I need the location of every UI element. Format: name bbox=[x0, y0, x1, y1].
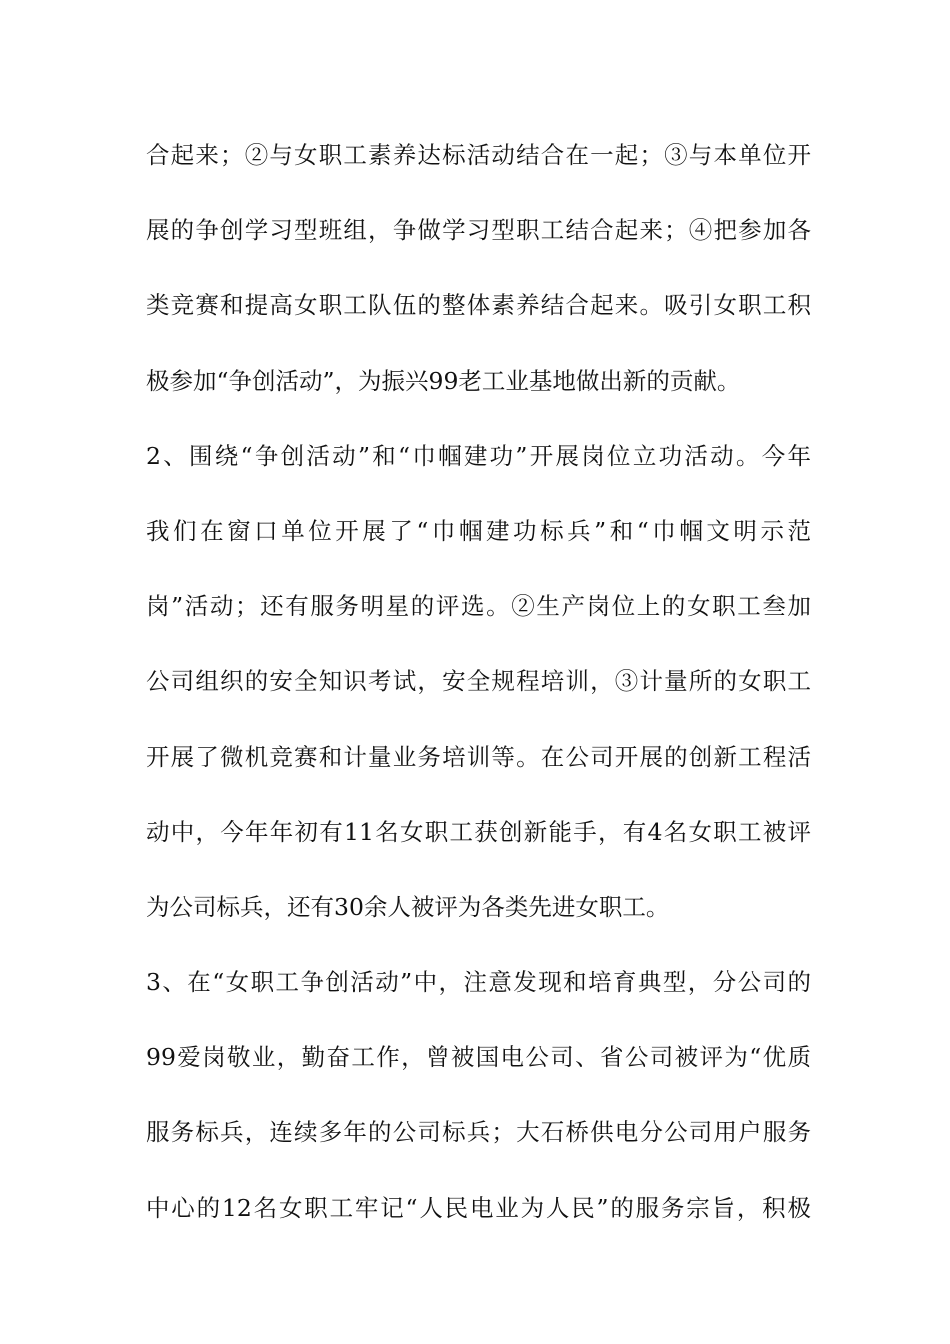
text-line: 岗”活动；还有服务明星的评选。②生产岗位上的女职工叁加 bbox=[146, 592, 811, 621]
text-line: 类竞赛和提高女职工队伍的整体素养结合起来。吸引女职工积 bbox=[146, 291, 811, 320]
text-line: 中心的12名女职工牢记“人民电业为人民”的服务宗旨，积极 bbox=[146, 1193, 811, 1222]
text-line: 99爱岗敬业，勤奋工作，曾被国电公司、省公司被评为“优质 bbox=[146, 1043, 811, 1072]
text-line: 我们在窗口单位开展了“巾帼建功标兵”和“巾帼文明示范 bbox=[146, 516, 811, 545]
text-line: 公司组织的安全知识考试，安全规程培训，③计量所的女职工 bbox=[146, 667, 811, 696]
text-line: 3、在“女职工争创活动”中，注意发现和培育典型，分公司的 bbox=[146, 968, 811, 997]
document-body bbox=[146, 128, 811, 1256]
text-line: 服务标兵，连续多年的公司标兵；大石桥供电分公司用户服务 bbox=[146, 1118, 811, 1147]
text-line: 合起来；②与女职工素养达标活动结合在一起；③与本单位开 bbox=[146, 141, 811, 169]
text-line: 2、围绕“争创活动”和“巾帼建功”开展岗位立功活动。今年 bbox=[146, 441, 811, 470]
text-line: 为公司标兵，还有30余人被评为各类先进女职工。 bbox=[146, 892, 670, 921]
text-line: 动中，今年年初有11名女职工获创新能手，有4名女职工被评 bbox=[146, 817, 811, 846]
text-line: 展的争创学习型班组，争做学习型职工结合起来；④把参加各 bbox=[146, 216, 811, 245]
text-line: 开展了微机竞赛和计量业务培训等。在公司开展的创新工程活 bbox=[146, 742, 811, 771]
text-line: 极参加“争创活动”，为振兴99老工业基地做出新的贡献。 bbox=[146, 366, 741, 395]
